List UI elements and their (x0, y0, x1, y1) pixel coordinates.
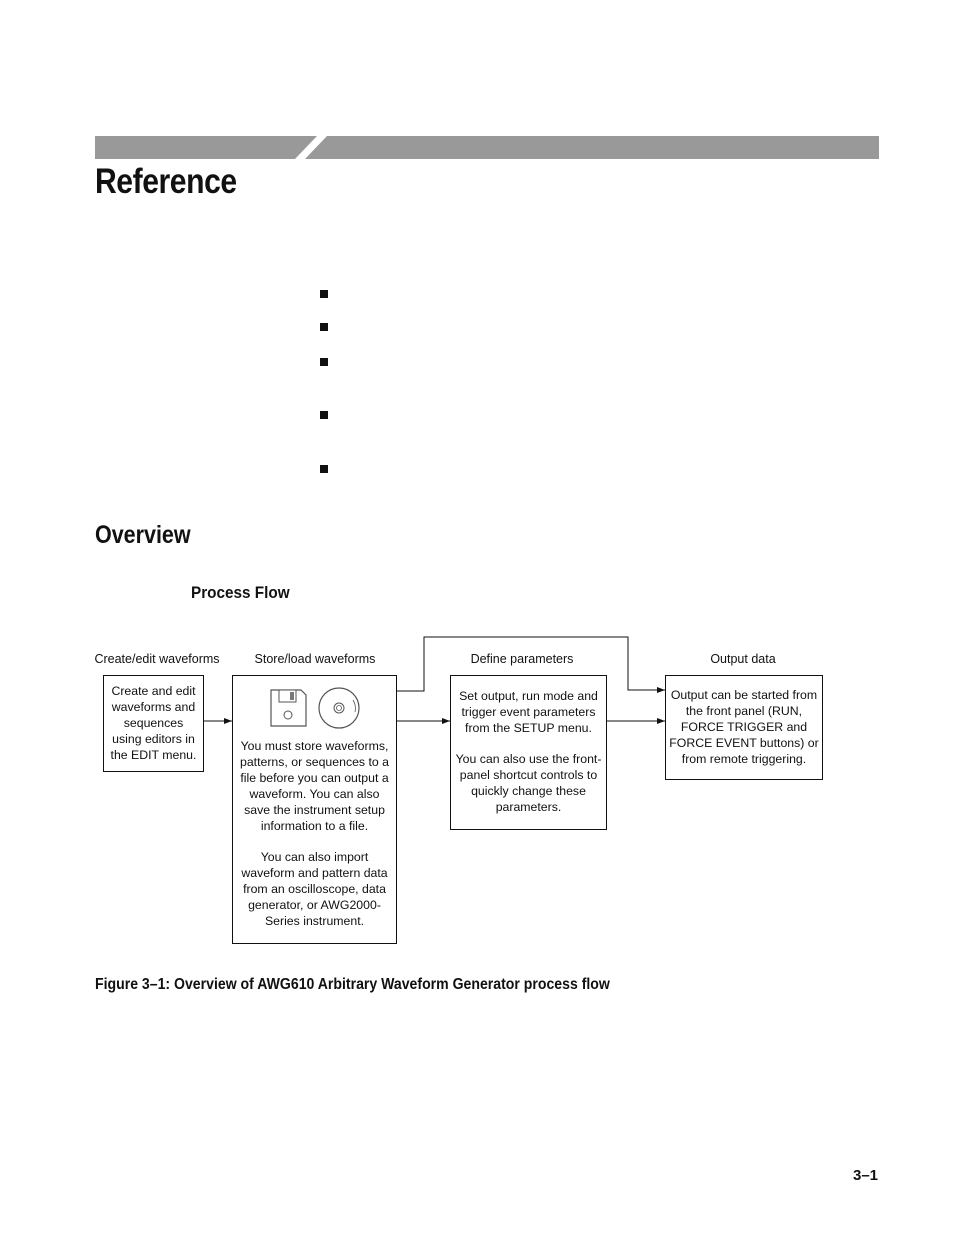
step-text: You can also use the front-panel shortcut controls to quickly change these parameters. (455, 752, 602, 814)
disc-icon (317, 686, 361, 730)
step-box-store-load (232, 675, 397, 944)
subsection-title-process-flow: Process Flow (191, 583, 290, 602)
step-box-define-parameters (450, 675, 607, 830)
column-label-output-data: Output data (710, 652, 776, 666)
storage-media-icons (236, 688, 393, 734)
floppy-disk-icon (268, 688, 308, 728)
column-label-store-load: Store/load waveforms (254, 652, 376, 666)
step-text: Output can be started from the front panel (RUN, FORCE TRIGGER and FORCE EVENT buttons) or from remote triggering. (669, 688, 819, 766)
column-label-define-parameters: Define parameters (470, 652, 574, 666)
column-label-create-edit: Create/edit waveforms (94, 652, 220, 666)
figure-caption: Figure 3–1: Overview of AWG610 Arbitrary Waveform Generator process flow (95, 976, 610, 993)
chapter-title: Reference (95, 162, 237, 201)
section-title-overview: Overview (95, 521, 191, 549)
step-text: You must store waveforms, patterns, or sequences to a file before you can output a waveform. You can also save the instrument setup information to a file. (239, 739, 390, 833)
step-text: Set output, run mode and trigger event parameters from the SETUP menu. (459, 689, 598, 735)
step-text: You can also import waveform and pattern data from an oscilloscope, data generator, or AWG2000-Series instrument. (241, 850, 388, 928)
step-text: Create and edit waveforms and sequences using editors in the EDIT menu. (110, 684, 197, 762)
step-box-output-data (665, 675, 823, 780)
page-number: 3–1 (853, 1167, 879, 1184)
step-box-create-edit (103, 675, 204, 772)
